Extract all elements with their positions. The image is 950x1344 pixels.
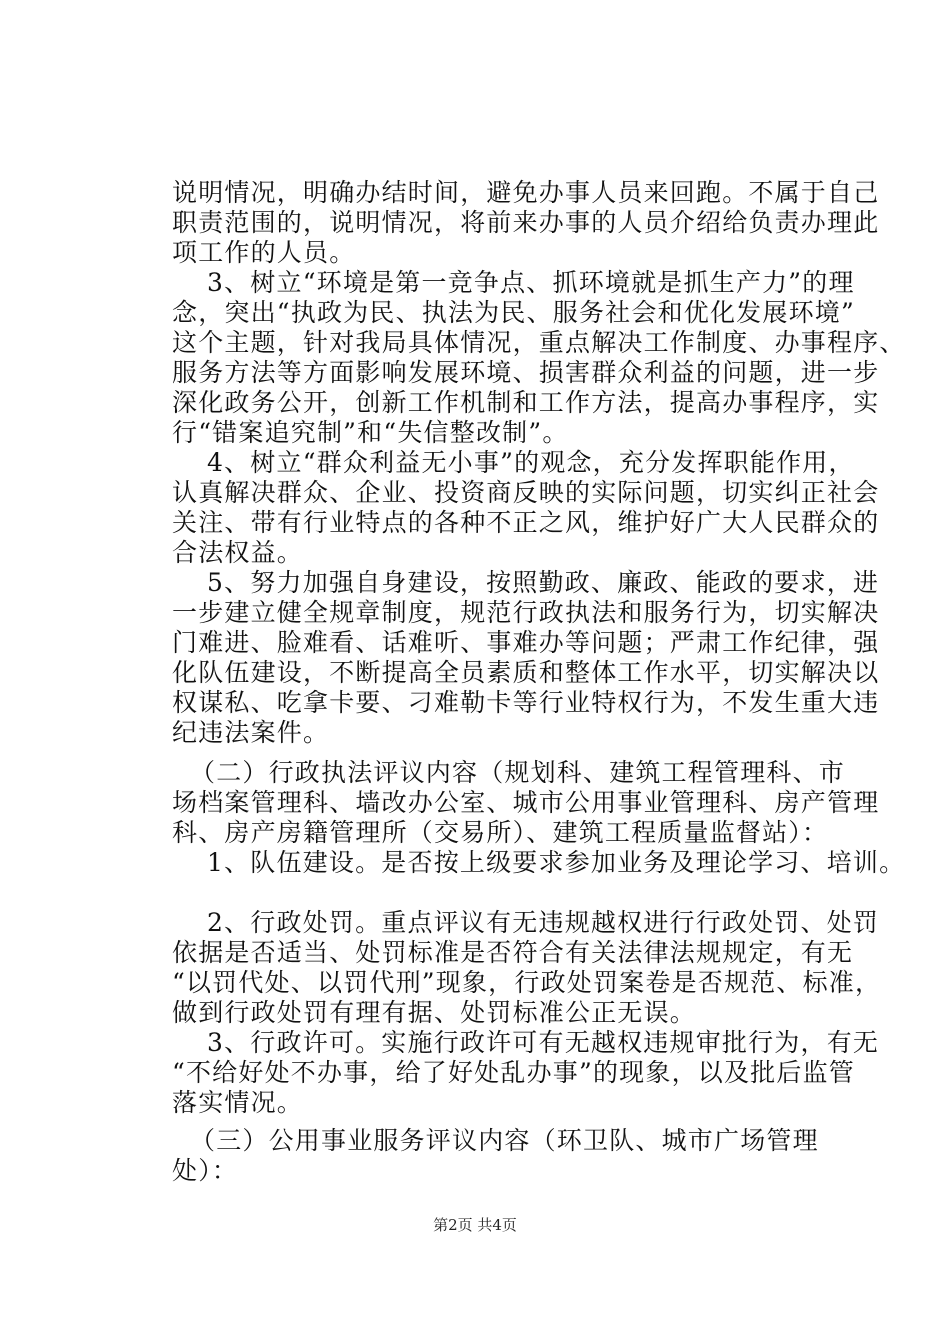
text-line: 处）：	[172, 1156, 239, 1185]
text-line: 深化政务公开，创新工作机制和工作方法，提高办事程序，实	[172, 388, 880, 417]
section-heading: （三）公用事业服务评议内容（环卫队、城市广场管理	[190, 1126, 819, 1155]
text-line: 依据是否适当、处罚标准是否符合有关法律法规规定，有无	[172, 938, 854, 967]
text-line: 落实情况。	[172, 1088, 304, 1117]
text-line: 做到行政处罚有理有据、处罚标准公正无误。	[172, 998, 697, 1027]
text-line: 项工作的人员。	[172, 238, 356, 267]
text-line: 化队伍建设，不断提高全员素质和整体工作水平，切实解决以	[172, 658, 880, 687]
page-number: 第2页 共4页	[433, 1216, 517, 1234]
text-line: 服务方法等方面影响发展环境、损害群众利益的问题，进一步	[172, 358, 880, 387]
text-line: 职责范围的，说明情况，将前来办事的人员介绍给负责办理此	[172, 208, 880, 237]
text-line: “以罚代处、以罚代刑”现象，行政处罚案卷是否规范、标准，	[172, 968, 882, 997]
text-line: 3、行政许可。实施行政许可有无越权违规审批行为，有无	[207, 1028, 880, 1057]
text-line: “不给好处不办事，给了好处乱办事”的现象，以及批后监管	[172, 1058, 855, 1087]
text-line: 合法权益。	[172, 538, 304, 567]
text-line: 这个主题，针对我局具体情况，重点解决工作制度、办事程序、	[172, 328, 906, 357]
text-line: 关注、带有行业特点的各种不正之风，维护好广大人民群众的	[172, 508, 880, 537]
text-line: 2、行政处罚。重点评议有无违规越权进行行政处罚、处罚	[207, 908, 880, 937]
text-line: 科、房产房籍管理所（交易所）、建筑工程质量监督站）：	[172, 818, 829, 847]
text-line: 一步建立健全规章制度，规范行政执法和服务行为，切实解决	[172, 598, 880, 627]
text-line: 权谋私、吃拿卡要、刁难勒卡等行业特权行为，不发生重大违	[172, 688, 880, 717]
text-line: 场档案管理科、墙改办公室、城市公用事业管理科、房产管理	[172, 788, 880, 817]
text-line: 5、努力加强自身建设，按照勤政、廉政、能政的要求，进	[207, 568, 880, 597]
text-line: 1、队伍建设。是否按上级要求参加业务及理论学习、培训。	[207, 848, 906, 877]
text-line: 念，突出“执政为民、执法为民、服务社会和优化发展环境”	[172, 298, 855, 327]
text-line: 纪违法案件。	[172, 718, 330, 747]
text-line: 3、树立“环境是第一竞争点、抓环境就是抓生产力”的理	[207, 268, 855, 297]
text-line: 说明情况，明确办结时间，避免办事人员来回跑。不属于自己	[172, 178, 880, 207]
text-line: 认真解决群众、企业、投资商反映的实际问题，切实纠正社会	[172, 478, 880, 507]
text-line: 门难进、脸难看、话难听、事难办等问题；严肃工作纪律，强	[172, 628, 880, 657]
text-line: 行“错案追究制”和“失信整改制”。	[172, 418, 569, 447]
text-line: 4、树立“群众利益无小事”的观念，充分发挥职能作用，	[207, 448, 855, 477]
section-heading: （二）行政执法评议内容（规划科、建筑工程管理科、市	[190, 758, 846, 787]
